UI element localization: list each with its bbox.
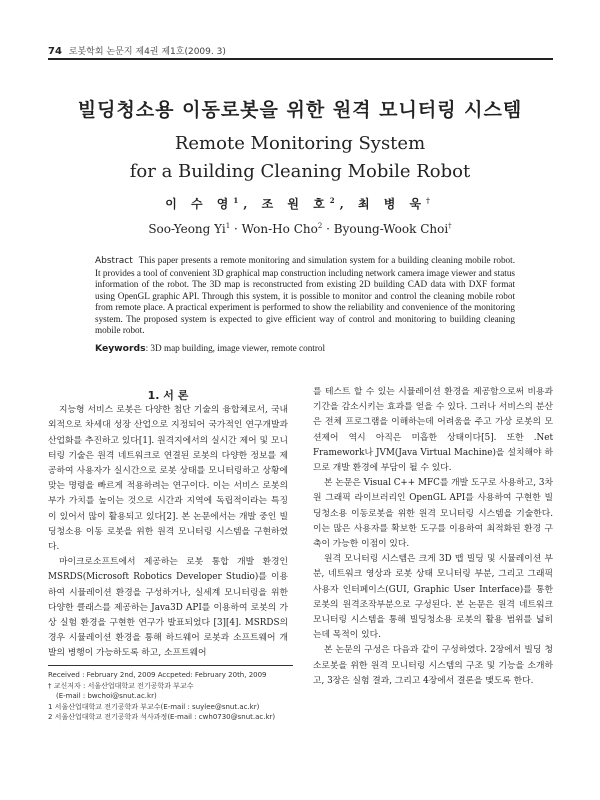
title-english bbox=[0, 130, 600, 186]
right-column bbox=[313, 385, 553, 689]
footnote-affiliation-2: 2 서울산업대학교 전기공학과 석사과정(E-mail : cwh0730@snut.ac.kr) bbox=[48, 713, 276, 722]
author-ko-3-mark: † bbox=[426, 196, 435, 205]
author-ko-2: 조 원 호 bbox=[261, 197, 330, 211]
author-separator-2: · bbox=[326, 222, 330, 236]
right-paragraph-2: 본 논문은 Visual C++ MFC를 개발 도구로 사용하고, 3차원 그래픽 라이브러리인 OpenGL API를 사용하여 구현한 빌딩청소용 이동로봇을 위한 원격 모니터링 시스템을 기술한다. 이는 많은 사용자를 확보한 도구를 이용하여 최적화된 환경 구축이 가능한 이점이 있다. bbox=[313, 478, 553, 550]
page-number: 74 bbox=[48, 46, 62, 57]
footnote-rule bbox=[48, 665, 293, 666]
running-head bbox=[48, 44, 226, 57]
footnote-corresponding: † 교신저자 : 서울산업대학교 전기공학과 부교수 bbox=[48, 681, 194, 690]
keywords bbox=[95, 343, 515, 354]
footnote-received: Received : February 2nd, 2009 Accpeted: February 20th, 2009 bbox=[48, 671, 267, 679]
author-ko-2-mark: 2 bbox=[329, 196, 340, 205]
authors-korean: 이 수 영$^1$, 조 원 호$^2$, 최 병 욱† bbox=[165, 196, 435, 211]
journal-name: 로봇학회 논문지 제4권 제1호(2009. 3) bbox=[68, 47, 226, 57]
abstract bbox=[95, 255, 515, 337]
footnotes bbox=[48, 670, 298, 723]
title-english-line1: Remote Monitoring System bbox=[174, 133, 426, 154]
keywords-text: : 3D map building, image viewer, remote control bbox=[145, 343, 326, 353]
author-en-1-mark: 1 bbox=[225, 222, 231, 230]
author-ko-1: 이 수 영 bbox=[165, 197, 234, 211]
author-en-2: Won-Ho Cho bbox=[241, 222, 318, 236]
left-paragraph-2: 마이크로소프트에서 제공하는 로봇 통합 개발 환경인 MSRDS(Microsoft Robotics Developer Studio)를 이용하여 시뮬레이션 환경을 구성하거나, 실세계 모니터링을 위한 다양한 클래스를 제공하는 Java3D API를 이용하여 로봇의 가상 실험 환경을 구현한 연구가 발표되었다 [3][4]. MSRDS의 경우 시뮬레이션 환경을 통해 하드웨어 로봇과 소프트웨어 개발의 병행이 가능하도록 하고, 소프트웨어 bbox=[48, 557, 288, 659]
author-en-3: Byoung-Wook Choi bbox=[333, 222, 449, 236]
footnote-affiliation-1: 1 서울산업대학교 전기공학과 부교수(E-mail : suylee@snut.ac.kr) bbox=[48, 702, 260, 711]
header-rule bbox=[48, 58, 553, 60]
right-paragraph-1: 를 테스트 할 수 있는 시뮬레이션 환경을 제공함으로써 비용과 기간을 감소시키는 효과를 얻을 수 있다. 그러나 서비스의 분산은 전체 프로그램을 이해하는데 어려움을 주고 가상 로봇의 모션제어 역시 아직은 미흡한 상태이다[5]. 또한 .Net Framework나 JVM(Java Virtual Machine)을 설치해야 하므로 개발 환경에 부담이 될 수 있다. bbox=[313, 387, 553, 474]
section-title-introduction: 1. 서 론 bbox=[147, 389, 189, 402]
abstract-label: Abstract bbox=[95, 256, 133, 266]
author-ko-1-mark: 1 bbox=[233, 196, 244, 205]
keywords-label: Keywords bbox=[95, 343, 146, 354]
footnote-corresponding-email: (E-mail : bwchoi@snut.ac.kr) bbox=[56, 692, 157, 701]
abstract-text: This paper presents a remote monitoring and simulation system for a building cleaning mobile robot. It provides a tool of convenient 3D graphical map construction including network camera image viewer and status information of the robot. The 3D map is reconstructed from existing 2D building CAD data with DXF format using OpenGL graphic API. Through this system, it is possible to monitor and control the cleaning mobile robot from remote place. A practical experiment is performed to show the reliability and convenience of the monitoring system. The proposed system is expected to give efficient way of control and monitoring to building cleaning mobile robot. bbox=[95, 255, 515, 335]
left-column bbox=[48, 388, 288, 662]
author-ko-3: 최 병 욱 bbox=[357, 197, 427, 211]
author-en-2-mark: 2 bbox=[317, 222, 323, 230]
author-en-1: Soo-Yeong Yi bbox=[148, 222, 226, 236]
right-paragraph-3: 원격 모니터링 시스템은 크게 3D 맵 빌딩 및 시뮬레이션 부분, 네트워크 영상과 로봇 상태 모니터링 부분, 그리고 그래픽 사용자 인터페이스(GUI, Graphic User Interface)를 통한 로봇의 원격조작부분으로 구성된다. 본 논문은 원격 네트워크 모니터링 시스템을 통해 빌딩청소용 로봇의 활용 범위를 넓히는데 목적이 있다. bbox=[313, 554, 553, 641]
title-korean: 빌딩청소용 이동로봇을 위한 원격 모니터링 시스템 bbox=[77, 99, 523, 121]
title-english-line2: for a Building Cleaning Mobile Robot bbox=[129, 161, 471, 182]
author-separator-1: · bbox=[234, 222, 238, 236]
left-paragraph-1: 지능형 서비스 로봇은 다양한 첨단 기술의 융합체로서, 국내외적으로 차세대 성장 산업으로 지정되어 국가적인 연구개발과 산업화를 추진하고 있다[1]. 원격지에서의 실시간 제어 및 모니터링 기술은 원격 네트워크로 연결된 로봇의 다양한 정보를 제공하여 사용자가 실시간으로 로봇 상태를 모니터링하고 상황에 맞는 명령을 빠르게 적용하려는 연구이다. 이는 서비스 로봇의 부가 가치를 높이는 것으로 시간과 지역에 독립적이라는 특징이 있어서 많이 활용되고 있다[2]. 본 논문에서는 개발 중인 빌딩청소용 이동 로봇을 위한 원격 모니터링 시스템을 구현하였다. bbox=[48, 405, 288, 553]
author-en-3-mark: † bbox=[448, 222, 452, 230]
authors-english bbox=[0, 222, 600, 236]
right-paragraph-4: 본 논문의 구성은 다음과 같이 구성하였다. 2장에서 빌딩 청소로봇을 위한 원격 모니터링 시스템의 구조 및 기능을 소개하고, 3장은 실험 결과, 그리고 4장에서 결론을 맺도록 한다. bbox=[313, 645, 553, 686]
